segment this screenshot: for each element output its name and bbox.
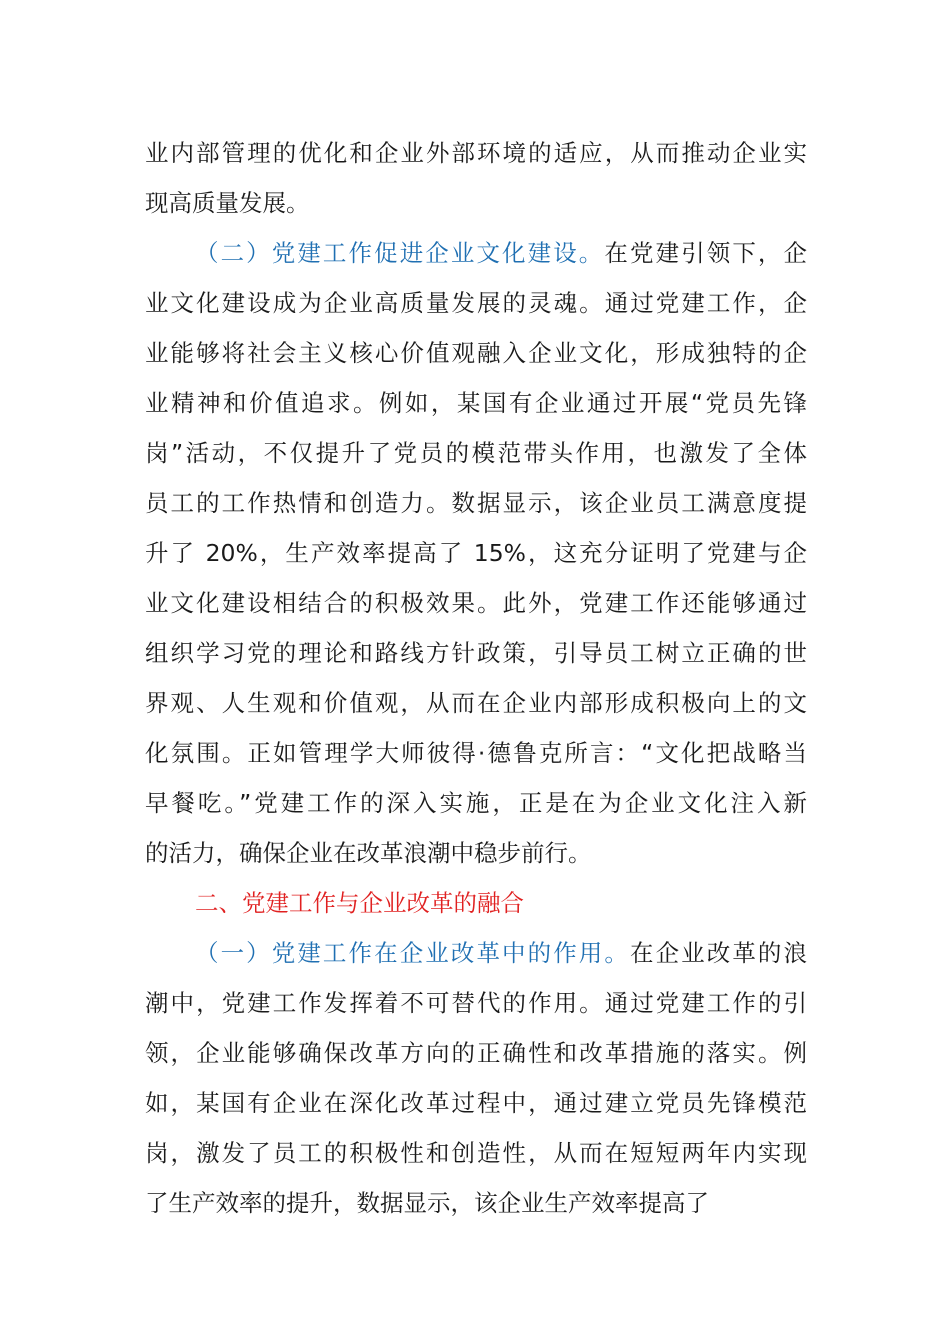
paragraph-line: 界观、人生观和价值观，从而在企业内部形成积极向上的文 <box>145 689 807 717</box>
paragraph-line: 业能够将社会主义核心价值观融入企业文化，形成独特的企 <box>145 339 807 367</box>
paragraph-line: 组织学习党的理论和路线方针政策，引导员工树立正确的世 <box>145 639 807 667</box>
paragraph-line: 早餐吃。”党建工作的深入实施，正是在为企业文化注入新 <box>145 789 807 817</box>
paragraph-line: 领，企业能够确保改革方向的正确性和改革措施的落实。例 <box>145 1039 807 1067</box>
paragraph-line: 如，某国有企业在深化改革过程中，通过建立党员先锋模范 <box>145 1089 807 1117</box>
paragraph-line: 业文化建设相结合的积极效果。此外，党建工作还能够通过 <box>145 589 807 617</box>
paragraph-line: 潮中，党建工作发挥着不可替代的作用。通过党建工作的引 <box>145 989 807 1017</box>
subsection-heading: （二）党建工作促进企业文化建设。 <box>195 239 605 267</box>
paragraph-line: 员工的工作热情和创造力。数据显示，该企业员工满意度提 <box>145 489 807 517</box>
subsection-heading: （一）党建工作在企业改革中的作用。 <box>195 939 630 967</box>
paragraph-line: 岗”活动，不仅提升了党员的模范带头作用，也激发了全体 <box>145 439 807 467</box>
paragraph-line: 化氛围。正如管理学大师彼得·德鲁克所言：“文化把战略当 <box>145 739 807 767</box>
subsection-heading-line <box>195 933 807 973</box>
paragraph-line: 升了 20%，生产效率提高了 15%，这充分证明了党建与企 <box>145 539 807 567</box>
paragraph-line: 业文化建设成为企业高质量发展的灵魂。通过党建工作，企 <box>145 289 807 317</box>
paragraph-line: 业内部管理的优化和企业外部环境的适应，从而推动企业实 <box>145 139 807 167</box>
section-heading: 二、党建工作与企业改革的融合 <box>195 889 524 917</box>
paragraph-text: 在党建引领下，企 <box>604 239 807 267</box>
subsection-heading-line <box>195 233 807 273</box>
paragraph-line: 了生产效率的提升，数据显示，该企业生产效率提高了 <box>145 1189 709 1217</box>
paragraph-line: 岗，激发了员工的积极性和创造性，从而在短短两年内实现 <box>145 1139 807 1167</box>
paragraph-line: 业精神和价值追求。例如，某国有企业通过开展“党员先锋 <box>145 389 807 417</box>
paragraph-line: 现高质量发展。 <box>145 189 310 217</box>
paragraph-text: 在企业改革的浪 <box>629 939 808 967</box>
paragraph-line: 的活力，确保企业在改革浪潮中稳步前行。 <box>145 839 592 867</box>
